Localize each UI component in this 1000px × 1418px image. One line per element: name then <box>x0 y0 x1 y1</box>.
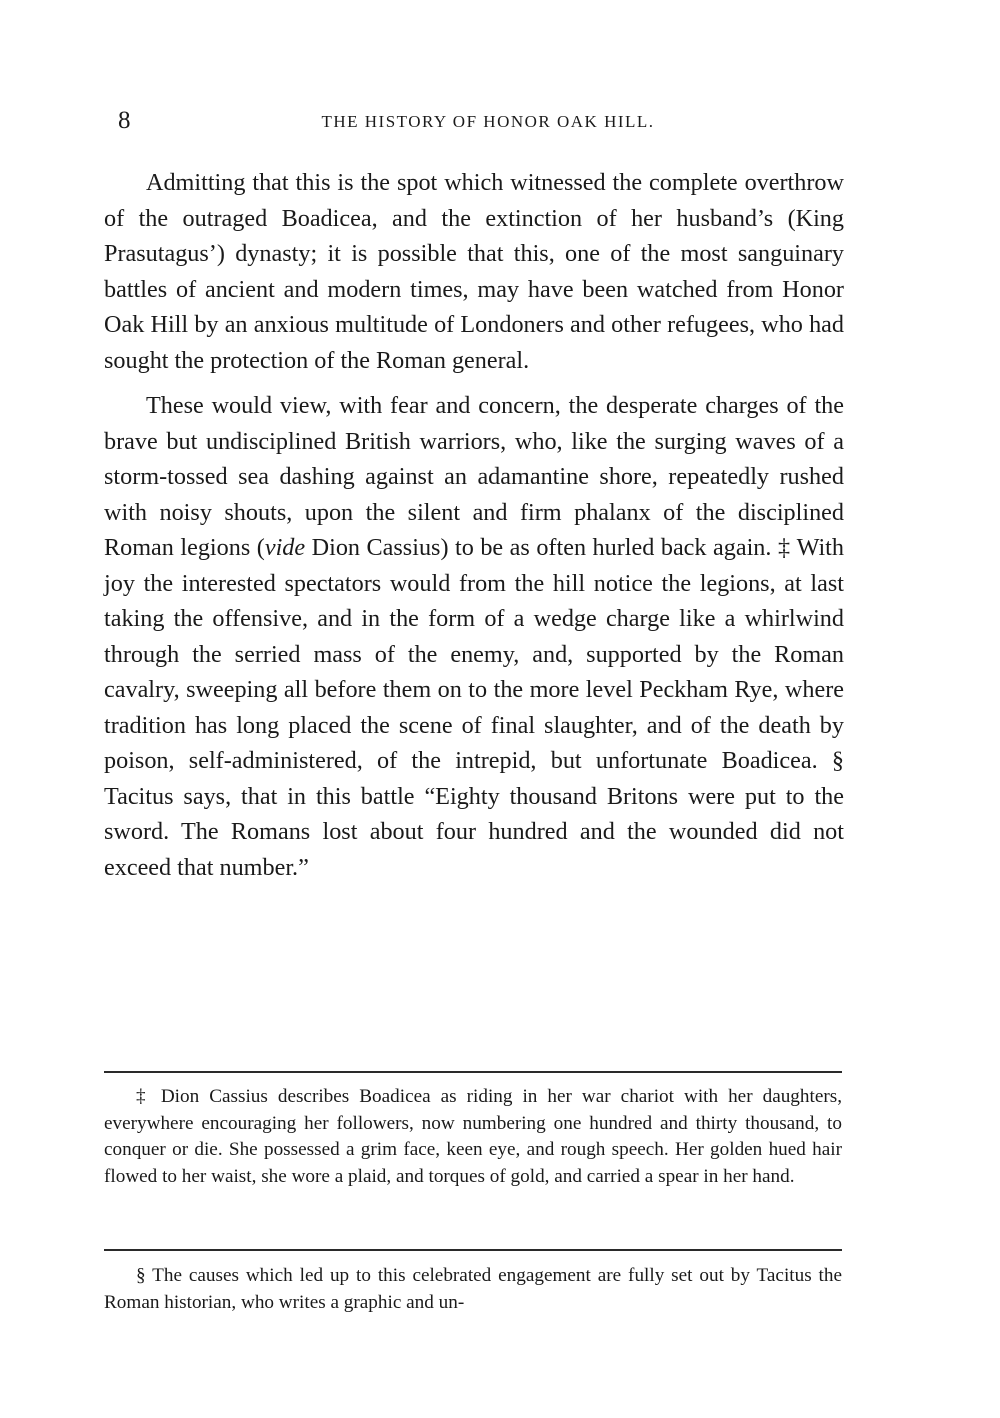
paragraph-1: Admitting that this is the spot which witnessed the complete overthrow of the outraged Boadicea, and the extinction of her husband’s (King Prasutagus’) dynasty; it is possible that this, one of the most sanguinary battles of ancient and modern times, may have been watched from Honor Oak Hill by an anxious multitude of Londoners and other refugees, who had sought the protection of the Roman general. <box>104 169 844 374</box>
paragraph-2-part-1: These would view, with fear and concern, the desperate charges of the brave but undisciplined British warriors, who, like the surging waves of a storm-tossed sea dashing against an adamantine shore, repeatedly rushed with noisy shouts, upon the silent and firm phalanx of the disciplined Roman legions ( <box>104 392 844 561</box>
footnote-section: § The causes which led up to this celebrated engagement are fully set out by Tacitus the Roman historian, who writes a graphic and un- <box>104 1265 842 1313</box>
main-text <box>104 165 844 885</box>
footnote-double-dagger: ‡ Dion Cassius describes Boadicea as riding in her war chariot with her daughters, everywhere encouraging her followers, now numbering one hundred and thirty thousand, to conquer or die. She possessed a grim face, keen eye, and rough speech. Her golden hued hair flowed to her waist, she wore a plaid, and torques of gold, and carried a spear in her hand. <box>104 1086 842 1187</box>
paragraph-2 <box>104 388 844 885</box>
page-header <box>104 106 844 136</box>
page-number: 8 <box>118 107 131 134</box>
footnote-divider-1 <box>104 1071 842 1073</box>
footnote-divider-2 <box>104 1249 842 1251</box>
paragraph-2-part-2: Dion Cassius) to be as often hurled back again. ‡ With joy the interested spectators would from the hill notice the legions, at last taking the offensive, and in the form of a wedge charge like a whirlwind through the serried mass of the enemy, and, supported by the Roman cavalry, sweeping all before them on to the more level Peckham Rye, where tradition has long placed the scene of final slaughter, and of the death by poison, self-administered, of the intrepid, but unfortunate Boadicea. § Tacitus says, that in this battle “Eighty thousand Britons were put to the sword. The Romans lost about four hundred and the wounded did not exceed that number.” <box>104 534 844 881</box>
running-title: THE HISTORY OF HONOR OAK HILL. <box>321 112 655 131</box>
italic-vide: vide <box>264 534 306 561</box>
